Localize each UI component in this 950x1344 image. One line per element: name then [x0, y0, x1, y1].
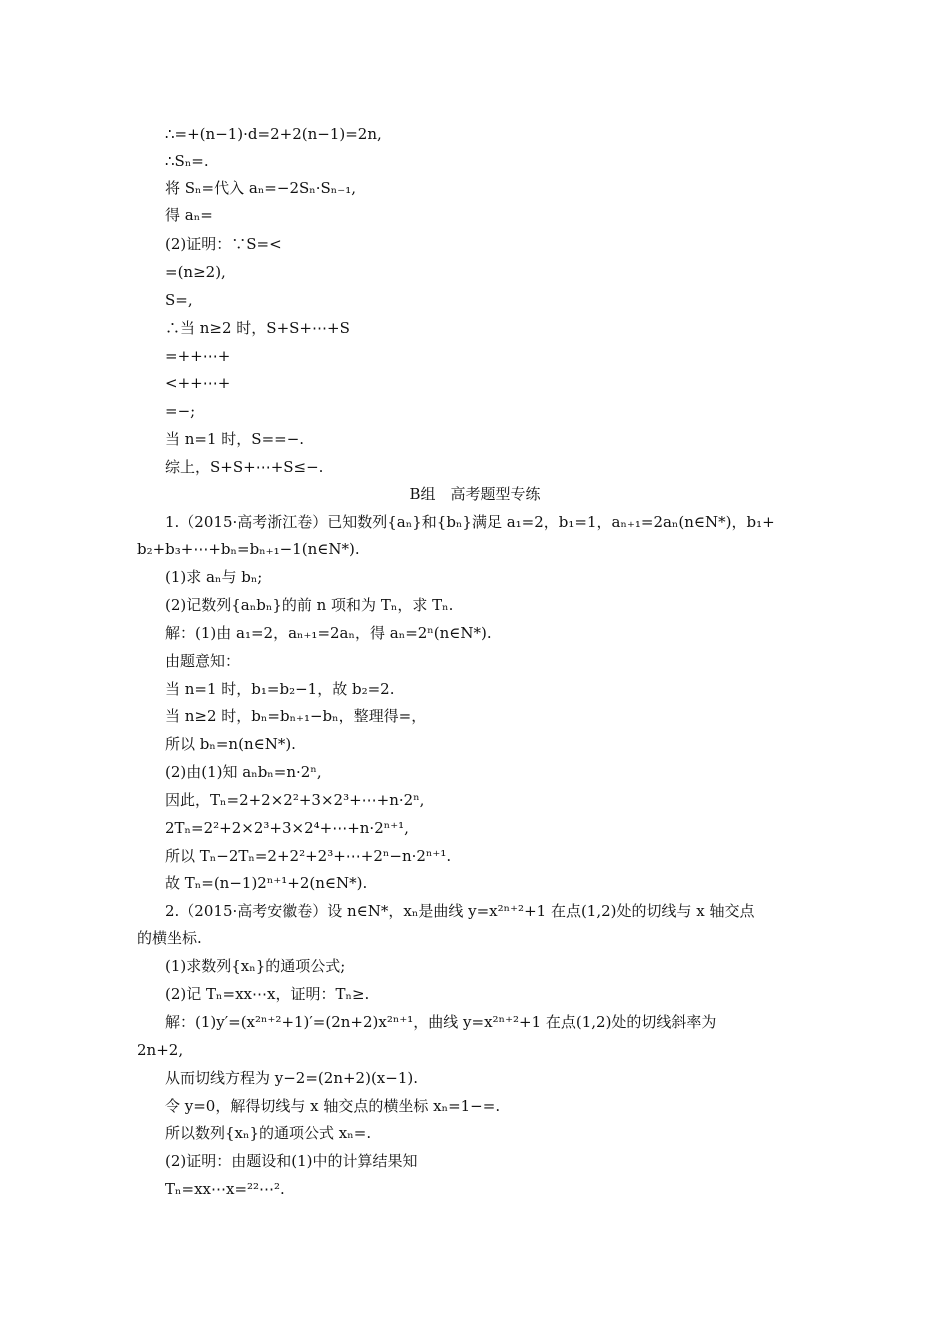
section-heading: B组 高考题型专练: [409, 485, 541, 503]
text-line: =++⋯+: [165, 347, 231, 365]
problem-2-statement: 2.（2015·高考安徽卷）设 n∈N*，xₙ是曲线 y=x²ⁿ⁺²+1 在点(1,2)处的切线与 x 轴交点: [165, 902, 755, 920]
text-line: 因此，Tₙ=2+2×2²+3×2³+⋯+n·2ⁿ,: [165, 791, 425, 809]
text-line: (2)由(1)知 aₙbₙ=n·2ⁿ,: [165, 763, 322, 781]
text-line: 当 n=1 时，b₁=b₂−1，故 b₂=2.: [165, 680, 395, 698]
text-line: =−;: [165, 402, 196, 420]
text-line: (2)记数列{aₙbₙ}的前 n 项和为 Tₙ，求 Tₙ.: [165, 596, 454, 614]
text-line: ∴Sₙ=.: [165, 152, 209, 170]
text-line: 2Tₙ=2²+2×2³+3×2⁴+⋯+n·2ⁿ⁺¹,: [165, 819, 409, 837]
text-line: Tₙ=xx⋯x=²²⋯².: [165, 1180, 285, 1198]
problem-1-statement: 1.（2015·高考浙江卷）已知数列{aₙ}和{bₙ}满足 a₁=2，b₁=1，aₙ₊₁=2aₙ(n∈N*)，b₁+: [165, 513, 775, 531]
text-line: 当 n≥2 时，bₙ=bₙ₊₁−bₙ，整理得=，: [165, 707, 427, 725]
text-line: (2)证明：∵S=<: [165, 235, 282, 253]
text-line: ∴=+(n−1)·d=2+2(n−1)=2n,: [165, 125, 382, 143]
problem-2-statement-cont: 的横坐标.: [137, 929, 202, 947]
text-line: <++⋯+: [165, 374, 231, 392]
solution-line: 解：(1)y′=(x²ⁿ⁺²+1)′=(2n+2)x²ⁿ⁺¹，曲线 y=x²ⁿ⁺²+1 在点(1,2)处的切线斜率为: [165, 1013, 717, 1031]
text-line: S=,: [165, 291, 193, 309]
text-line: 将 Sₙ=代入 aₙ=−2Sₙ·Sₙ₋₁,: [165, 179, 356, 197]
solution-line-cont: 2n+2,: [137, 1041, 184, 1059]
text-line: 得 aₙ=: [165, 206, 213, 224]
problem-1-statement-cont: b₂+b₃+⋯+bₙ=bₙ₊₁−1(n∈N*).: [137, 540, 360, 558]
text-line: (1)求 aₙ与 bₙ;: [165, 568, 263, 586]
text-line: 所以 bₙ=n(n∈N*).: [165, 735, 296, 753]
text-line: 所以 Tₙ−2Tₙ=2+2²+2³+⋯+2ⁿ−n·2ⁿ⁺¹.: [165, 847, 452, 865]
text-line: (1)求数列{xₙ}的通项公式;: [165, 957, 346, 975]
text-line: 综上，S+S+⋯+S≤−.: [165, 458, 324, 476]
text-line: 由题意知：: [165, 652, 241, 670]
text-line: 解：(1)由 a₁=2，aₙ₊₁=2aₙ，得 aₙ=2ⁿ(n∈N*).: [165, 624, 492, 642]
text-line: 从而切线方程为 y−2=(2n+2)(x−1).: [165, 1069, 418, 1087]
text-line: 故 Tₙ=(n−1)2ⁿ⁺¹+2(n∈N*).: [165, 874, 368, 892]
text-line: 令 y=0，解得切线与 x 轴交点的横坐标 xₙ=1−=.: [165, 1097, 501, 1115]
text-line: 所以数列{xₙ}的通项公式 xₙ=.: [165, 1124, 372, 1142]
text-line: ∴当 n≥2 时，S+S+⋯+S: [165, 319, 350, 337]
text-line: 当 n=1 时，S==−.: [165, 430, 305, 448]
text-line: =(n≥2),: [165, 263, 226, 281]
text-line: (2)记 Tₙ=xx⋯x，证明：Tₙ≥.: [165, 985, 370, 1003]
text-line: (2)证明：由题设和(1)中的计算结果知: [165, 1152, 418, 1170]
